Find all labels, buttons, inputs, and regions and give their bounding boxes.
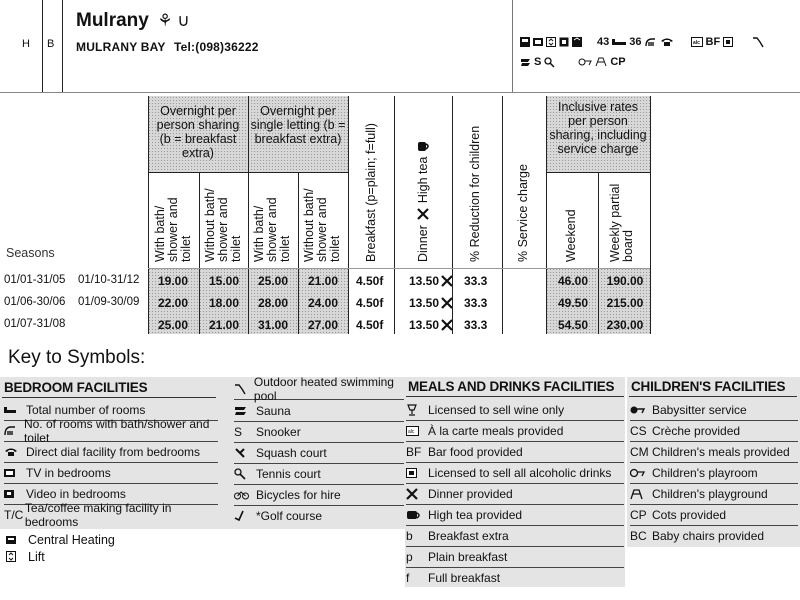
grid-v6	[394, 96, 395, 334]
list-item-label: High tea provided	[428, 508, 523, 522]
season-end: 01/10-31/12	[78, 274, 140, 286]
list-item-symbol: CP	[630, 508, 647, 522]
b-label: B	[47, 38, 55, 50]
rate-sharing-nobath: 15.00	[208, 274, 240, 288]
subheader-sharing-without-bath: Without bath/ shower and toilet	[203, 188, 243, 262]
list-item	[406, 421, 624, 442]
rooms-total: 43	[597, 36, 610, 48]
meals-list	[406, 400, 624, 588]
playground-icon	[630, 489, 652, 500]
rooms-bath: 36	[629, 36, 642, 48]
key-title: Key to Symbols:	[8, 347, 146, 368]
child-reduction: 33.3	[464, 274, 488, 288]
alacarte-icon	[406, 426, 428, 436]
season-start: 01/07-31/08	[4, 318, 66, 330]
subheader-weekend: Weekend	[564, 209, 578, 262]
tennis-icon	[234, 468, 256, 480]
children-section-title: CHILDREN'S FACILITIES	[631, 379, 786, 394]
rate-sharing-nobath: 21.00	[208, 318, 240, 332]
group-header-sharing: Overnight per person sharing (b = breakfast extra)	[156, 104, 240, 160]
list-item-label: Sauna	[256, 404, 291, 418]
leisure-list	[234, 375, 404, 526]
season-end: 01/09-30/09	[78, 296, 140, 308]
list-item	[406, 526, 624, 547]
rate-sharing-bath: 19.00	[157, 274, 189, 288]
weekly-rate: 190.00	[606, 274, 644, 288]
hightea-label: High tea	[416, 156, 430, 204]
telephone-icon	[572, 37, 582, 47]
list-item-label: TV in bedrooms	[26, 466, 111, 480]
list-item-label: Dinner provided	[428, 487, 513, 501]
children-list	[630, 400, 798, 546]
list-item-label: Licensed to sell wine only	[428, 403, 565, 417]
rate-single-nobath: 24.00	[307, 296, 339, 310]
list-item-label: Tea/coffee making facility in bedrooms	[24, 501, 172, 529]
list-item	[6, 548, 115, 565]
list-item	[630, 484, 798, 505]
header-divider-3	[512, 0, 513, 92]
pool-icon	[234, 383, 254, 395]
breakfast-rate: 4.50f	[356, 318, 384, 332]
rate-sharing-bath: 25.00	[157, 318, 189, 332]
subheader-weekly: Weekly partial board	[608, 183, 635, 262]
rate-single-bath: 31.00	[257, 318, 289, 332]
squash-icon	[234, 447, 256, 459]
seasons-label: Seasons	[6, 246, 55, 260]
list-item-label: Full breakfast	[428, 571, 501, 585]
list-item	[234, 375, 404, 403]
teapot-icon	[416, 139, 430, 153]
list-item	[4, 442, 218, 463]
list-item	[406, 568, 624, 588]
list-item	[6, 531, 115, 548]
tv-icon	[533, 37, 543, 47]
list-item-label: Central Heating	[28, 532, 115, 547]
grid-v9	[546, 96, 547, 334]
teapot-icon	[406, 510, 428, 520]
licensed-icon	[406, 468, 428, 478]
list-item-symbol: BC	[630, 529, 647, 543]
lift-icon	[6, 551, 28, 562]
list-item	[406, 505, 624, 526]
cutlery-icon	[406, 488, 428, 500]
wine-icon	[406, 404, 428, 416]
video-icon	[559, 37, 569, 47]
list-item-label: No. of rooms with bath/shower and toilet	[23, 417, 210, 445]
cutlery-icon	[441, 275, 453, 287]
list-item	[234, 422, 404, 443]
shower-icon	[645, 37, 657, 47]
phone-icon	[660, 37, 674, 47]
cutlery-icon	[416, 207, 430, 221]
list-item-label: Children's meals provided	[652, 445, 790, 459]
dinner-rate: 13.50	[409, 274, 440, 288]
rate-single-bath: 25.00	[257, 274, 289, 288]
grid-v5	[348, 96, 349, 334]
svg-text:alc: alc	[408, 429, 415, 435]
dinner-label: Dinner	[416, 225, 430, 262]
list-item	[234, 485, 404, 506]
season-start: 01/06-30/06	[4, 296, 66, 308]
list-item-label: Bar food provided	[428, 445, 523, 459]
list-item	[630, 421, 798, 442]
heating-icon	[6, 535, 28, 545]
bedroom-list	[4, 400, 218, 529]
weekend-rate: 54.50	[557, 318, 589, 332]
list-item-label: Snooker	[256, 425, 301, 439]
list-item-label: Licensed to sell all alcoholic drinks	[428, 466, 612, 480]
list-item-label: Crèche provided	[652, 424, 741, 438]
bed-icon	[4, 405, 26, 415]
list-item-label: Children's playground	[652, 487, 768, 501]
list-item-label: Squash court	[256, 446, 327, 460]
list-item-label: Plain breakfast	[428, 550, 508, 564]
subheader-single-without-bath: Without bath/ shower and toilet	[302, 188, 342, 262]
sauna-icon	[520, 57, 531, 67]
list-item	[4, 463, 218, 484]
facilities-line-2	[520, 56, 626, 68]
licensed-icon	[723, 37, 733, 47]
bicycle-icon	[234, 490, 256, 500]
header-bottom-rule	[0, 92, 800, 93]
list-item-symbol: S	[234, 425, 243, 439]
list-item-label: Direct dial facility from bedrooms	[26, 445, 201, 459]
subheader-sharing-with-bath: With bath/ shower and toilet	[153, 197, 193, 262]
rate-sharing-nobath: 18.00	[208, 296, 240, 310]
grid-v8	[502, 96, 503, 334]
list-item	[630, 442, 798, 463]
list-item-label: À la carte meals provided	[428, 424, 564, 438]
list-item	[234, 506, 404, 526]
children-title-rule	[629, 396, 797, 397]
hotel-name: Mulrany	[76, 10, 149, 31]
breakfast-rate: 4.50f	[356, 274, 384, 288]
group-header-inclusive: Inclusive rates per person sharing, including service charge	[549, 100, 647, 156]
list-item-label: Cots provided	[652, 508, 727, 522]
weekly-rate: 215.00	[606, 296, 644, 310]
pool-icon	[752, 36, 764, 48]
subheader-reduction: % Reduction for children	[468, 125, 482, 262]
header-divider-1	[42, 0, 43, 92]
child-reduction: 33.3	[464, 318, 488, 332]
alacarte-icon	[691, 37, 703, 47]
list-item-label: Bicycles for hire	[256, 488, 341, 502]
bed-icon	[612, 37, 626, 47]
extra-list	[6, 531, 115, 565]
list-item-symbol: CS	[630, 424, 647, 438]
list-item-label: Video in bedrooms	[26, 487, 126, 501]
list-item	[406, 484, 624, 505]
weekly-rate: 230.00	[606, 318, 644, 332]
list-item	[406, 463, 624, 484]
list-item	[630, 400, 798, 421]
subheader-breakfast: Breakfast (p=plain; f=full)	[364, 123, 378, 262]
bedroom-section-title: BEDROOM FACILITIES	[4, 380, 148, 395]
tv-icon	[4, 468, 26, 478]
bedroom-title-rule	[2, 397, 216, 398]
list-item-symbol: BF	[406, 445, 422, 459]
snooker-code: S	[534, 56, 542, 68]
meals-section-title: MEALS AND DRINKS FACILITIES	[408, 379, 615, 394]
list-item	[406, 400, 624, 421]
cots-code: CP	[610, 56, 626, 68]
sauna-icon	[234, 406, 256, 416]
subheader-service: % Service charge	[516, 164, 530, 262]
list-item-label: Tennis court	[256, 467, 321, 481]
babysitter-icon	[578, 57, 592, 67]
list-item-label: Children's playroom	[652, 466, 758, 480]
tennis-icon	[544, 57, 555, 68]
hotel-address	[76, 38, 259, 56]
rate-single-bath: 28.00	[257, 296, 289, 310]
list-item-label: Baby chairs provided	[652, 529, 765, 543]
dinner-rate: 13.50	[409, 296, 440, 310]
list-item	[630, 505, 798, 526]
list-item-symbol: b	[406, 529, 413, 543]
rate-single-nobath: 21.00	[307, 274, 339, 288]
hotel-symbols: ⚘ ∪	[157, 11, 190, 30]
list-item-label: Total number of rooms	[26, 403, 146, 417]
list-item	[406, 442, 624, 463]
list-item	[630, 463, 798, 484]
child-reduction: 33.3	[464, 296, 488, 310]
list-item	[406, 547, 624, 568]
lift-icon	[546, 37, 556, 47]
season-start: 01/01-31/05	[4, 274, 66, 286]
grid-v11	[650, 96, 651, 334]
telephone-icon	[4, 447, 26, 457]
grid-v10	[598, 172, 599, 334]
subheader-dinner-hightea	[416, 139, 430, 262]
address-text: MULRANY BAY	[76, 40, 166, 54]
list-item-label: Babysitter service	[652, 403, 747, 417]
heating-icon	[520, 37, 530, 47]
video-icon	[4, 489, 26, 499]
list-item	[234, 443, 404, 464]
rate-single-nobath: 27.00	[307, 318, 339, 332]
hotel-title	[76, 10, 190, 32]
h-label: H	[22, 38, 30, 50]
list-item-symbol: CM	[630, 445, 649, 459]
list-item-label: Outdoor heated swimming pool	[253, 375, 394, 403]
weekend-rate: 49.50	[557, 296, 589, 310]
group-header-single: Overnight per single letting (b = breakfast extra)	[250, 104, 346, 146]
weekend-rate: 46.00	[557, 274, 589, 288]
list-item	[234, 401, 404, 422]
facilities-line-1	[520, 36, 764, 48]
telephone-text: Tel:(098)36222	[174, 40, 259, 54]
svg-text:alc: alc	[692, 40, 700, 46]
list-item	[4, 417, 218, 445]
dinner-rate: 13.50	[409, 318, 440, 332]
list-item	[630, 526, 798, 546]
playroom-icon	[630, 468, 652, 478]
cutlery-icon	[441, 297, 453, 309]
bar-food-code: BF	[705, 36, 721, 48]
list-item-label: Lift	[28, 549, 45, 564]
breakfast-rate: 4.50f	[356, 296, 384, 310]
list-item-symbol: p	[406, 550, 413, 564]
list-item-label: Breakfast extra	[428, 529, 509, 543]
shower-icon	[4, 425, 24, 437]
list-item-label: *Golf course	[256, 509, 323, 523]
header-divider-2	[62, 0, 63, 92]
list-item-symbol: f	[406, 571, 410, 585]
cutlery-icon	[441, 319, 453, 331]
list-item	[234, 464, 404, 485]
rate-sharing-bath: 22.00	[157, 296, 189, 310]
grid-h-data	[148, 268, 650, 269]
list-item-symbol: T/C	[4, 508, 24, 522]
golf-icon	[234, 510, 256, 522]
playground-icon	[595, 57, 607, 67]
babysitter-icon	[630, 405, 652, 415]
list-item	[4, 501, 218, 529]
meals-title-rule	[406, 396, 624, 397]
subheader-single-with-bath: With bath/ shower and toilet	[252, 197, 292, 262]
